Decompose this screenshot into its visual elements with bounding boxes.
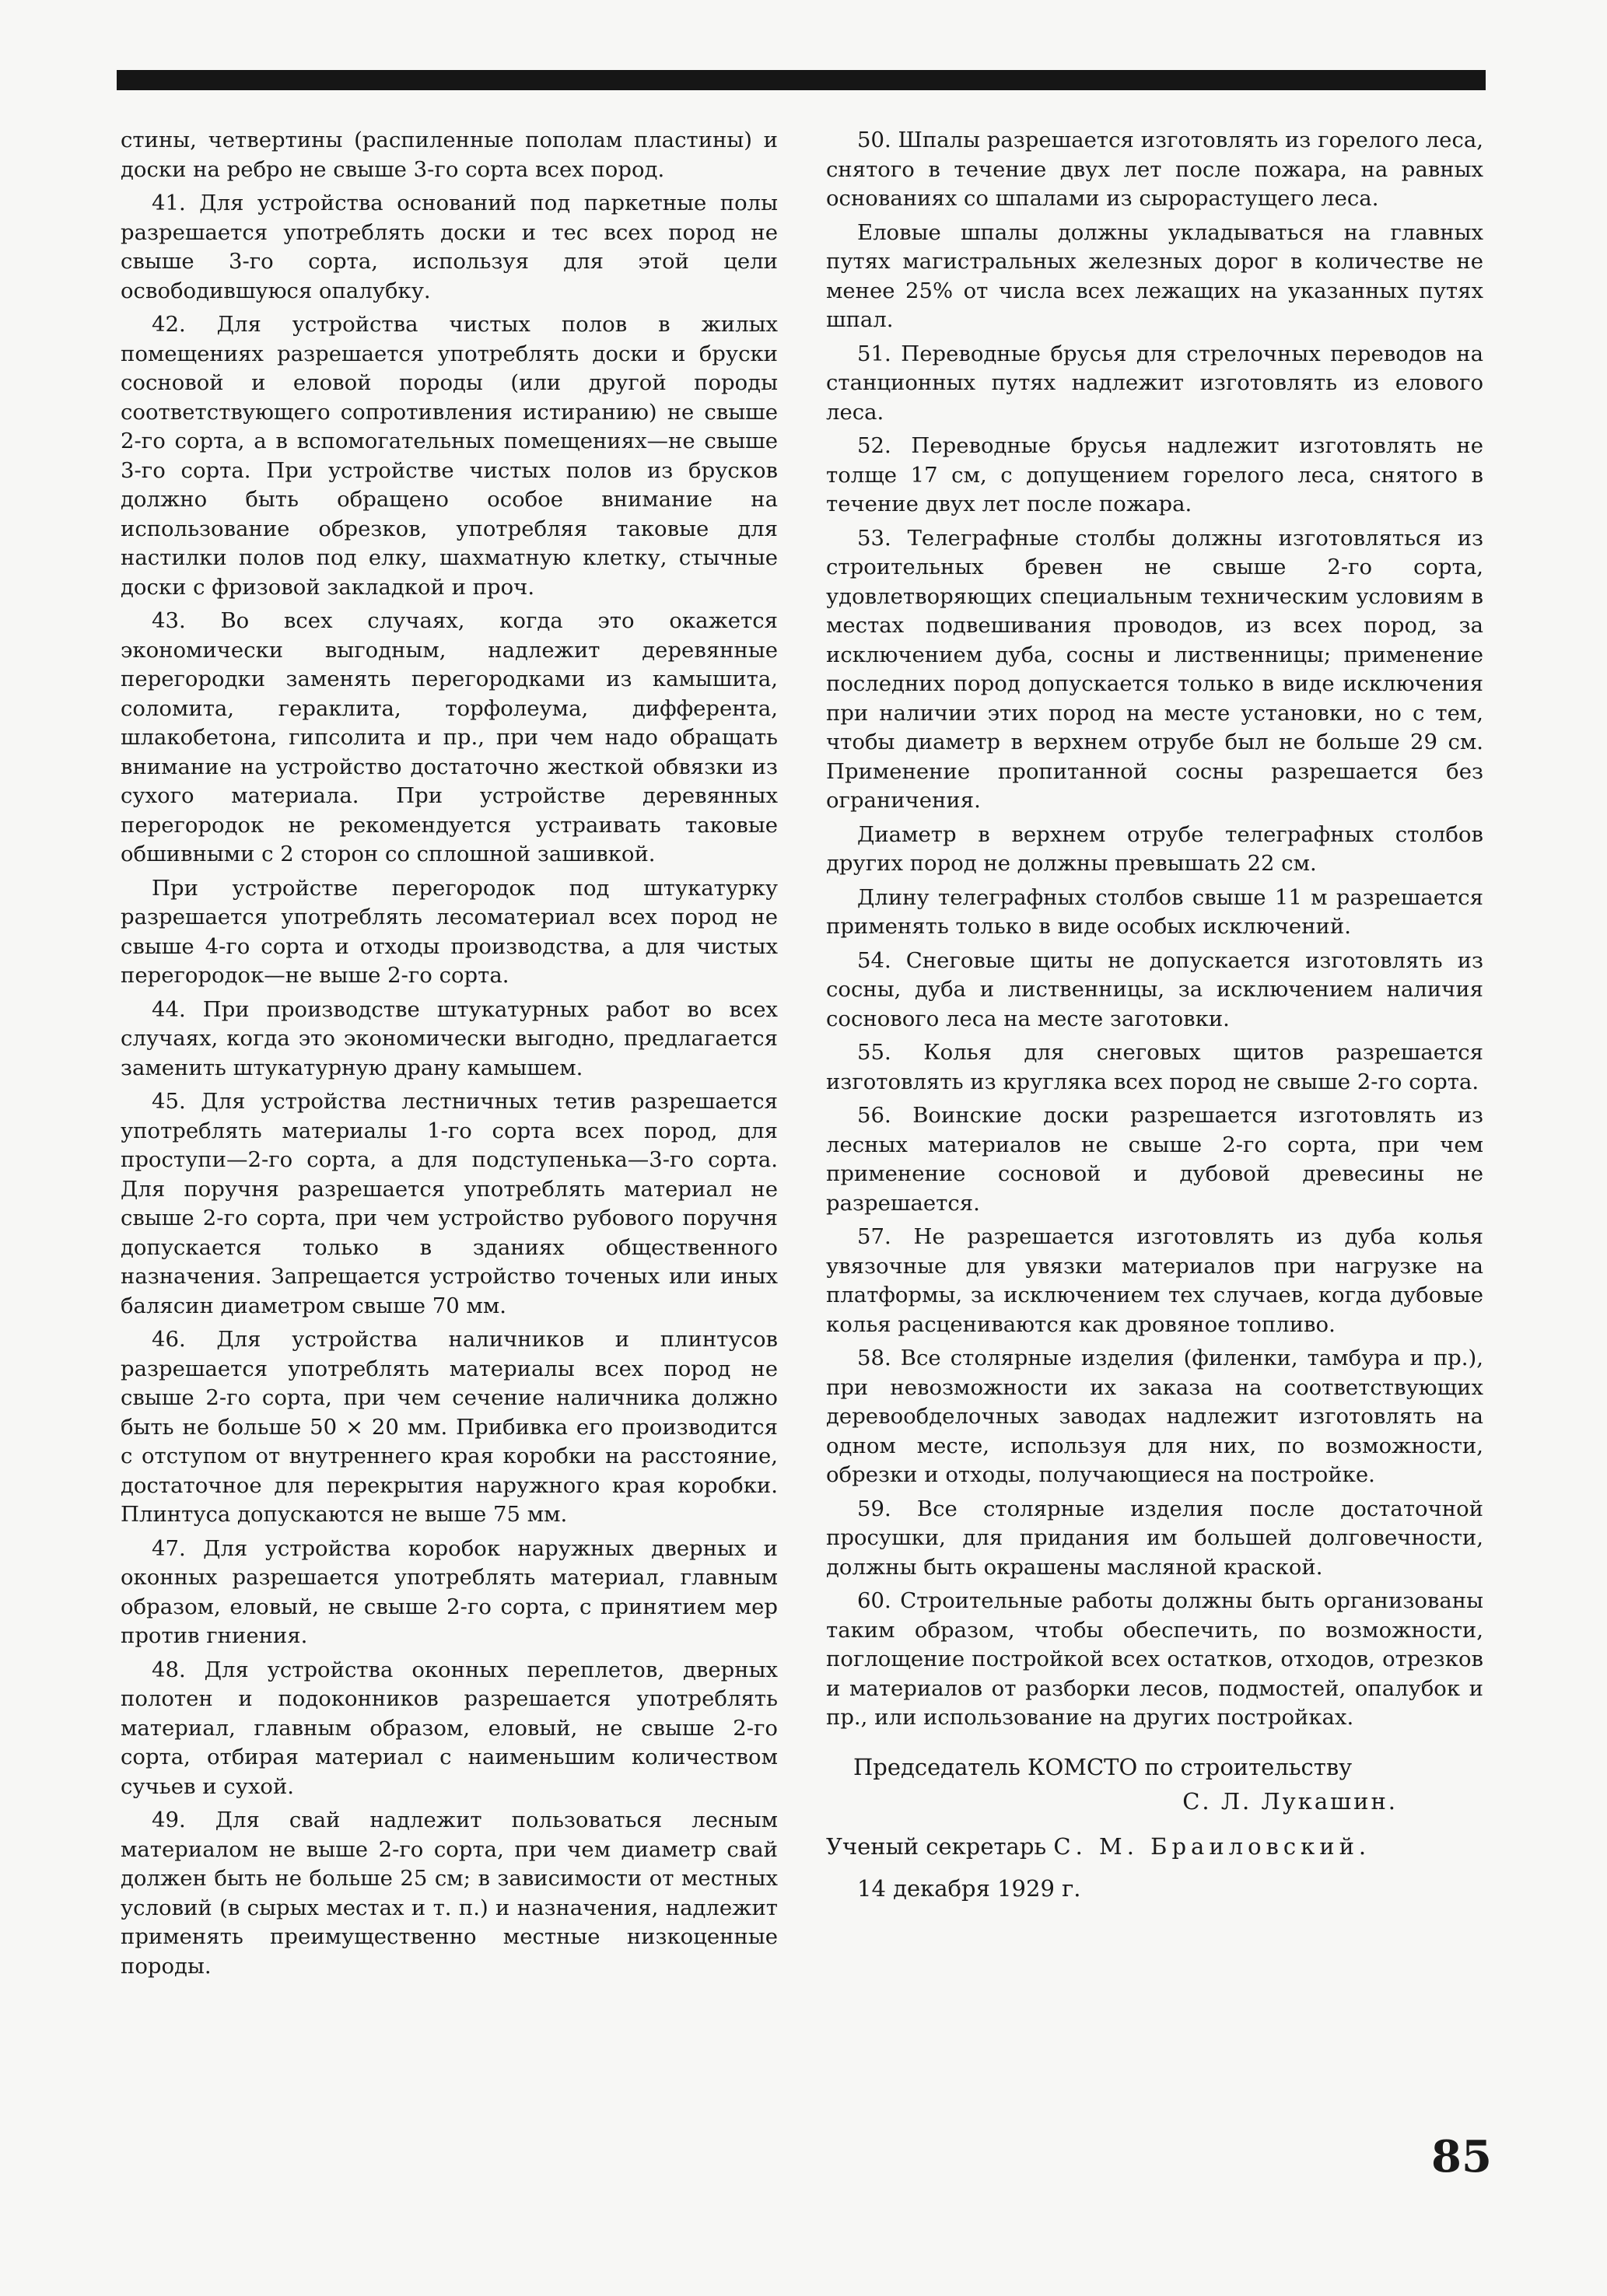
paragraph: 59. Все столярные изделия после достаточной просушки, для придания им большей долговечности, должны быть окрашены масляной краской.	[826, 1496, 1483, 1580]
secretary-title: Ученый секретарь	[826, 1832, 1047, 1860]
paragraph: 52. Переводные брусья надлежит изготовлять не толще 17 см, с допущением горелого леса, снятого в течение двух лет после пожара.	[826, 433, 1483, 516]
paragraph: Еловые шпалы должны укладываться на главных путях магистральных железных дорог в количестве не менее 25% от числа всех лежащих на указанных путях шпал.	[826, 219, 1483, 332]
paragraph: 54. Снеговые щиты не допускается изготовлять из сосны, дуба и лиственницы, за исключением наличия соснового леса на месте заготовки.	[826, 947, 1483, 1031]
paragraph: 48. Для устройства оконных переплетов, дверных полотен и подоконников разрешается употреблять материал, главным образом, еловый, не свыше 2-го сорта, отбирая материал с наименьшим количеством сучьев и сухой.	[121, 1657, 778, 1799]
paragraph: 41. Для устройства оснований под паркетные полы разрешается употреблять доски и тес всех пород не свыше 3-го сорта, используя для этой цели освободившуюся опалубку.	[121, 191, 778, 303]
secretary-name: С. М. Браиловский.	[1053, 1832, 1371, 1860]
paragraph: 50. Шпалы разрешается изготовлять из горелого леса, снятого в течение двух лет после пожара, на равных основаниях со шпалами из сырорастущего леса.	[826, 128, 1483, 211]
left-column	[121, 126, 778, 1986]
paragraph: 57. Не разрешается изготовлять из дуба колья увязочные для увязки материалов при нагрузке на платформы, за исключением тех случаев, когда дубовые колья расцениваются как дровяное топливо.	[826, 1224, 1483, 1337]
paragraph: При устройстве перегородок под штукатурку разрешается употреблять лесоматериал всех пород не свыше 4-го сорта и отходы производства, а для чистых перегородок—не выше 2-го сорта.	[121, 875, 778, 988]
paragraph: 51. Переводные брусья для стрелочных переводов на станционных путях надлежит изготовлять из елового леса.	[826, 341, 1483, 425]
paragraph: 44. При производстве штукатурных работ во всех случаях, когда это экономически выгодно, предлагается заменить штукатурную драну камышем.	[121, 996, 778, 1080]
page-number: 85	[1431, 2131, 1492, 2182]
paragraph: 55. Колья для снеговых щитов разрешается изготовлять из кругляка всех пород не свыше 2-го сорта.	[826, 1040, 1483, 1094]
paragraph: 49. Для свай надлежит пользоваться лесным материалом не выше 2-го сорта, при чем диаметр свай должен быть не больше 25 см; в зависимости от местных условий (в сырых местах и т. п.) и назначения, надлежит применять преимущественно местные низкоценные породы.	[121, 1808, 778, 1979]
right-column	[826, 126, 1483, 1906]
paragraph: 42. Для устройства чистых полов в жилых помещениях разрешается употреблять доски и бруски сосновой и еловой породы (или другой породы соответствующего сопротивления истиранию) не свыше 2-го сорта, а в вспомогательных помещениях—не свыше 3-го сорта. При устройстве чистых полов из брусков должно быть обращено особое внимание на использование обрезков, употребляя таковые для настилки полов под елку, шахматную клетку, стычные доски с фризовой закладкой и проч.	[121, 312, 778, 600]
paragraph: 58. Все столярные изделия (филенки, тамбура и пр.), при невозможности их заказа на соответствующих деревообделочных заводах надлежит изготовлять на одном месте, используя для них, по возможности, обрезки и отходы, получающиеся на постройке.	[826, 1346, 1483, 1487]
paragraph: Диаметр в верхнем отрубе телеграфных столбов других пород не должны превышать 22 см.	[826, 821, 1483, 876]
chair-name: С. Л. Лукашин.	[1182, 1787, 1398, 1815]
paragraph: 60. Строительные работы должны быть организованы таким образом, чтобы обеспечить, по возможности, поглощение постройкой всех остатков, отходов, отрезков и материалов от разборки лесов, подмостей, опалубок и пр., или использование на других постройках.	[826, 1588, 1483, 1730]
paragraph: Длину телеграфных столбов свыше 11 м разрешается применять только в виде особых исключений.	[826, 884, 1483, 939]
header-rule	[117, 70, 1486, 90]
signature-block	[826, 1750, 1483, 1906]
chair-title: Председатель КОМСТО по строительству	[853, 1753, 1353, 1780]
document-date: 14 декабря 1929 г.	[857, 1874, 1081, 1902]
paragraph: 45. Для устройства лестничных тетив разрешается употреблять материалы 1-го сорта всех пород, для проступи—2-го сорта, а для подступенька—3-го сорта. Для поручня разрешается употреблять материал не свыше 2-го сорта, при чем устройство рубового поручня допускается только в зданиях общественного назначения. Запрещается устройство точеных или иных балясин диаметром свыше 70 мм.	[121, 1089, 778, 1318]
paragraph: стины, четвертины (распиленные пополам пластины) и доски на ребро не свыше 3-го сорта всех пород.	[121, 128, 778, 182]
secretary-line	[826, 1829, 1483, 1864]
paragraph: 47. Для устройства коробок наружных дверных и оконных разрешается употреблять материал, главным образом, еловый, не свыше 2-го сорта, с принятием мер против гниения.	[121, 1535, 778, 1648]
paragraph: 56. Воинские доски разрешается изготовлять из лесных материалов не свыше 2-го сорта, при чем применение сосновой и дубовой древесины не разрешается.	[826, 1103, 1483, 1216]
paragraph: 43. Во всех случаях, когда это окажется экономически выгодным, надлежит деревянные перегородки заменять перегородками из камышита, соломита, гераклита, торфолеума, дифферента, шлакобетона, гипсолита и пр., при чем надо обращать внимание на устройство достаточно жесткой обвязки из сухого материала. При устройстве деревянных перегородок не рекомендуется устраивать таковые обшивными с 2 сторон со сплошной зашивкой.	[121, 608, 778, 866]
paragraph: 53. Телеграфные столбы должны изготовляться из строительных бревен не свыше 2-го сорта, удовлетворяющих специальным техническим условиям в местах подвешивания проводов, из всех пород, за исключением дуба, сосны и лиственницы; применение последних пород допускается только в виде исключения при наличии этих пород на месте установки, но с тем, чтобы диаметр в верхнем отрубе был не больше 29 см. Применение пропитанной сосны разрешается без ограничения.	[826, 525, 1483, 813]
paragraph: 46. Для устройства наличников и плинтусов разрешается употреблять материалы всех пород не свыше 2-го сорта, при чем сечение наличника должно быть не больше 50 × 20 мм. Прибивка его производится с отступом от внутреннего края коробки на расстояние, достаточное для перекрытия наружного края коробки. Плинтуса допускаются не выше 75 мм.	[121, 1327, 778, 1527]
